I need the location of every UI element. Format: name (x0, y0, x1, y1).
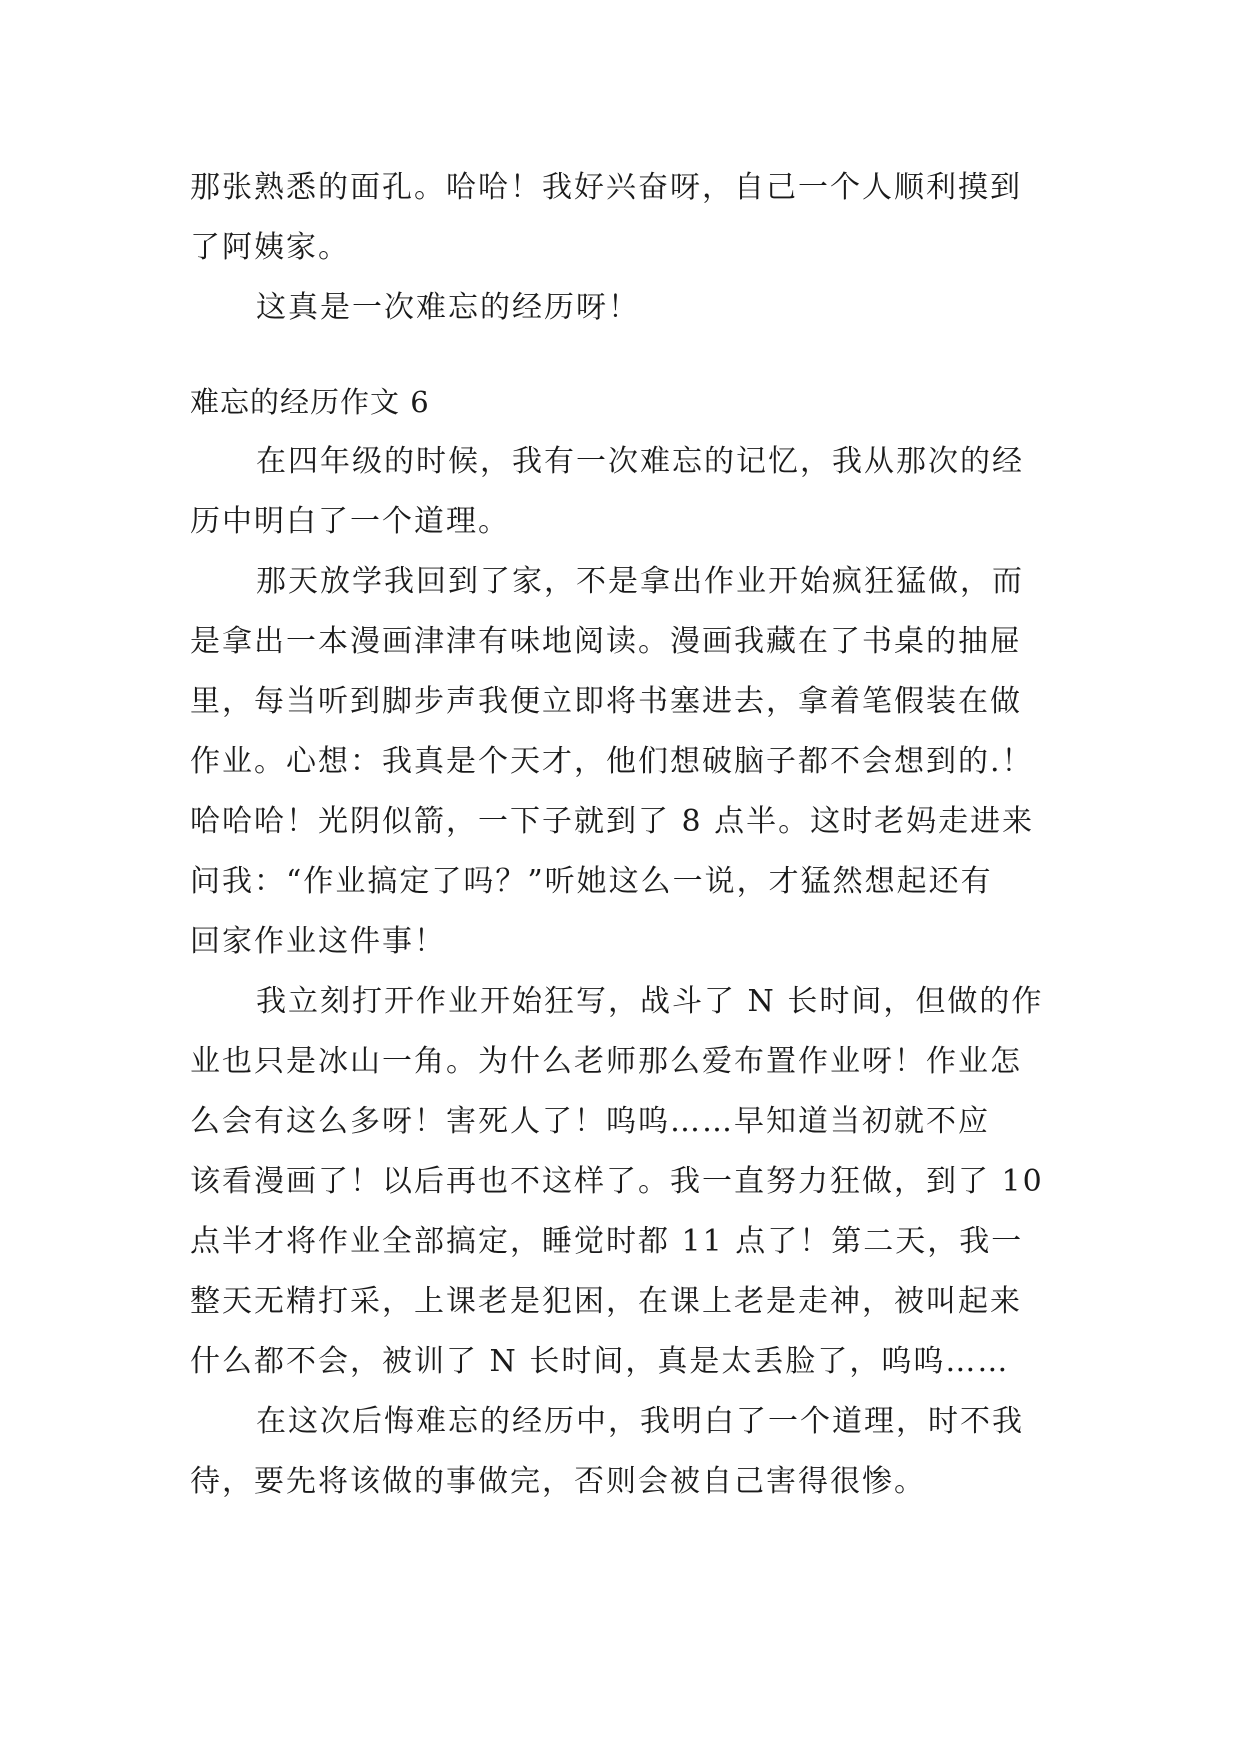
paragraph-line: 问我：“作业搞定了吗？”听她这么一说，才猛然想起还有 (190, 864, 993, 899)
document-page (190, 158, 1050, 1512)
section-title: 难忘的经历作文 6 (190, 385, 430, 419)
paragraph-line: 待，要先将该做的事做完，否则会被自己害得很惨。 (190, 1464, 926, 1499)
paragraph (190, 1392, 1050, 1512)
paragraph-line: 么会有这么多呀！害死人了！呜呜……早知道当初就不应 (190, 1104, 990, 1139)
paragraph-line: 哈哈哈！光阴似箭，一下子就到了 8 点半。这时老妈走进来 (190, 804, 1035, 839)
paragraph-line: 点半才将作业全部搞定，睡觉时都 11 点了！第二天，我一 (190, 1224, 1024, 1259)
section-spacer (190, 338, 1050, 372)
paragraph-line: 业也只是冰山一角。为什么老师那么爱布置作业呀！作业怎 (190, 1044, 1022, 1079)
paragraph-line: 是拿出一本漫画津津有味地阅读。漫画我藏在了书桌的抽屉 (190, 624, 1022, 659)
paragraph-line: 整天无精打采，上课老是犯困，在课上老是走神，被叫起来 (190, 1284, 1022, 1319)
body-line: 那张熟悉的面孔。哈哈！我好兴奋呀，自己一个人顺利摸到 (190, 170, 1022, 205)
paragraph (190, 552, 1050, 972)
paragraph-line: 在这次后悔难忘的经历中，我明白了一个道理，时不我 (256, 1404, 1024, 1439)
paragraph-line: 在四年级的时候，我有一次难忘的记忆，我从那次的经 (256, 444, 1024, 479)
paragraph (190, 432, 1050, 552)
paragraph-line: 该看漫画了！以后再也不这样了。我一直努力狂做，到了 10 (190, 1164, 1044, 1199)
paragraph-line: 里，每当听到脚步声我便立即将书塞进去，拿着笔假装在做 (190, 684, 1022, 719)
paragraph (190, 972, 1050, 1392)
paragraph-line: 什么都不会，被训了 N 长时间，真是太丢脸了，呜呜…… (190, 1344, 1010, 1379)
paragraph-line: 回家作业这件事！ (190, 924, 446, 959)
paragraph-line: 我立刻打开作业开始狂写，战斗了 N 长时间，但做的作 (256, 984, 1044, 1019)
paragraph-line: 历中明白了一个道理。 (190, 504, 510, 539)
paragraph-line: 那天放学我回到了家，不是拿出作业开始疯狂猛做，而 (256, 564, 1024, 599)
paragraph-line: 作业。心想：我真是个天才，他们想破脑子都不会想到的.！ (190, 744, 1034, 779)
body-line: 了阿姨家。 (190, 230, 350, 265)
closing-sentence: 这真是一次难忘的经历呀！ (256, 290, 640, 325)
